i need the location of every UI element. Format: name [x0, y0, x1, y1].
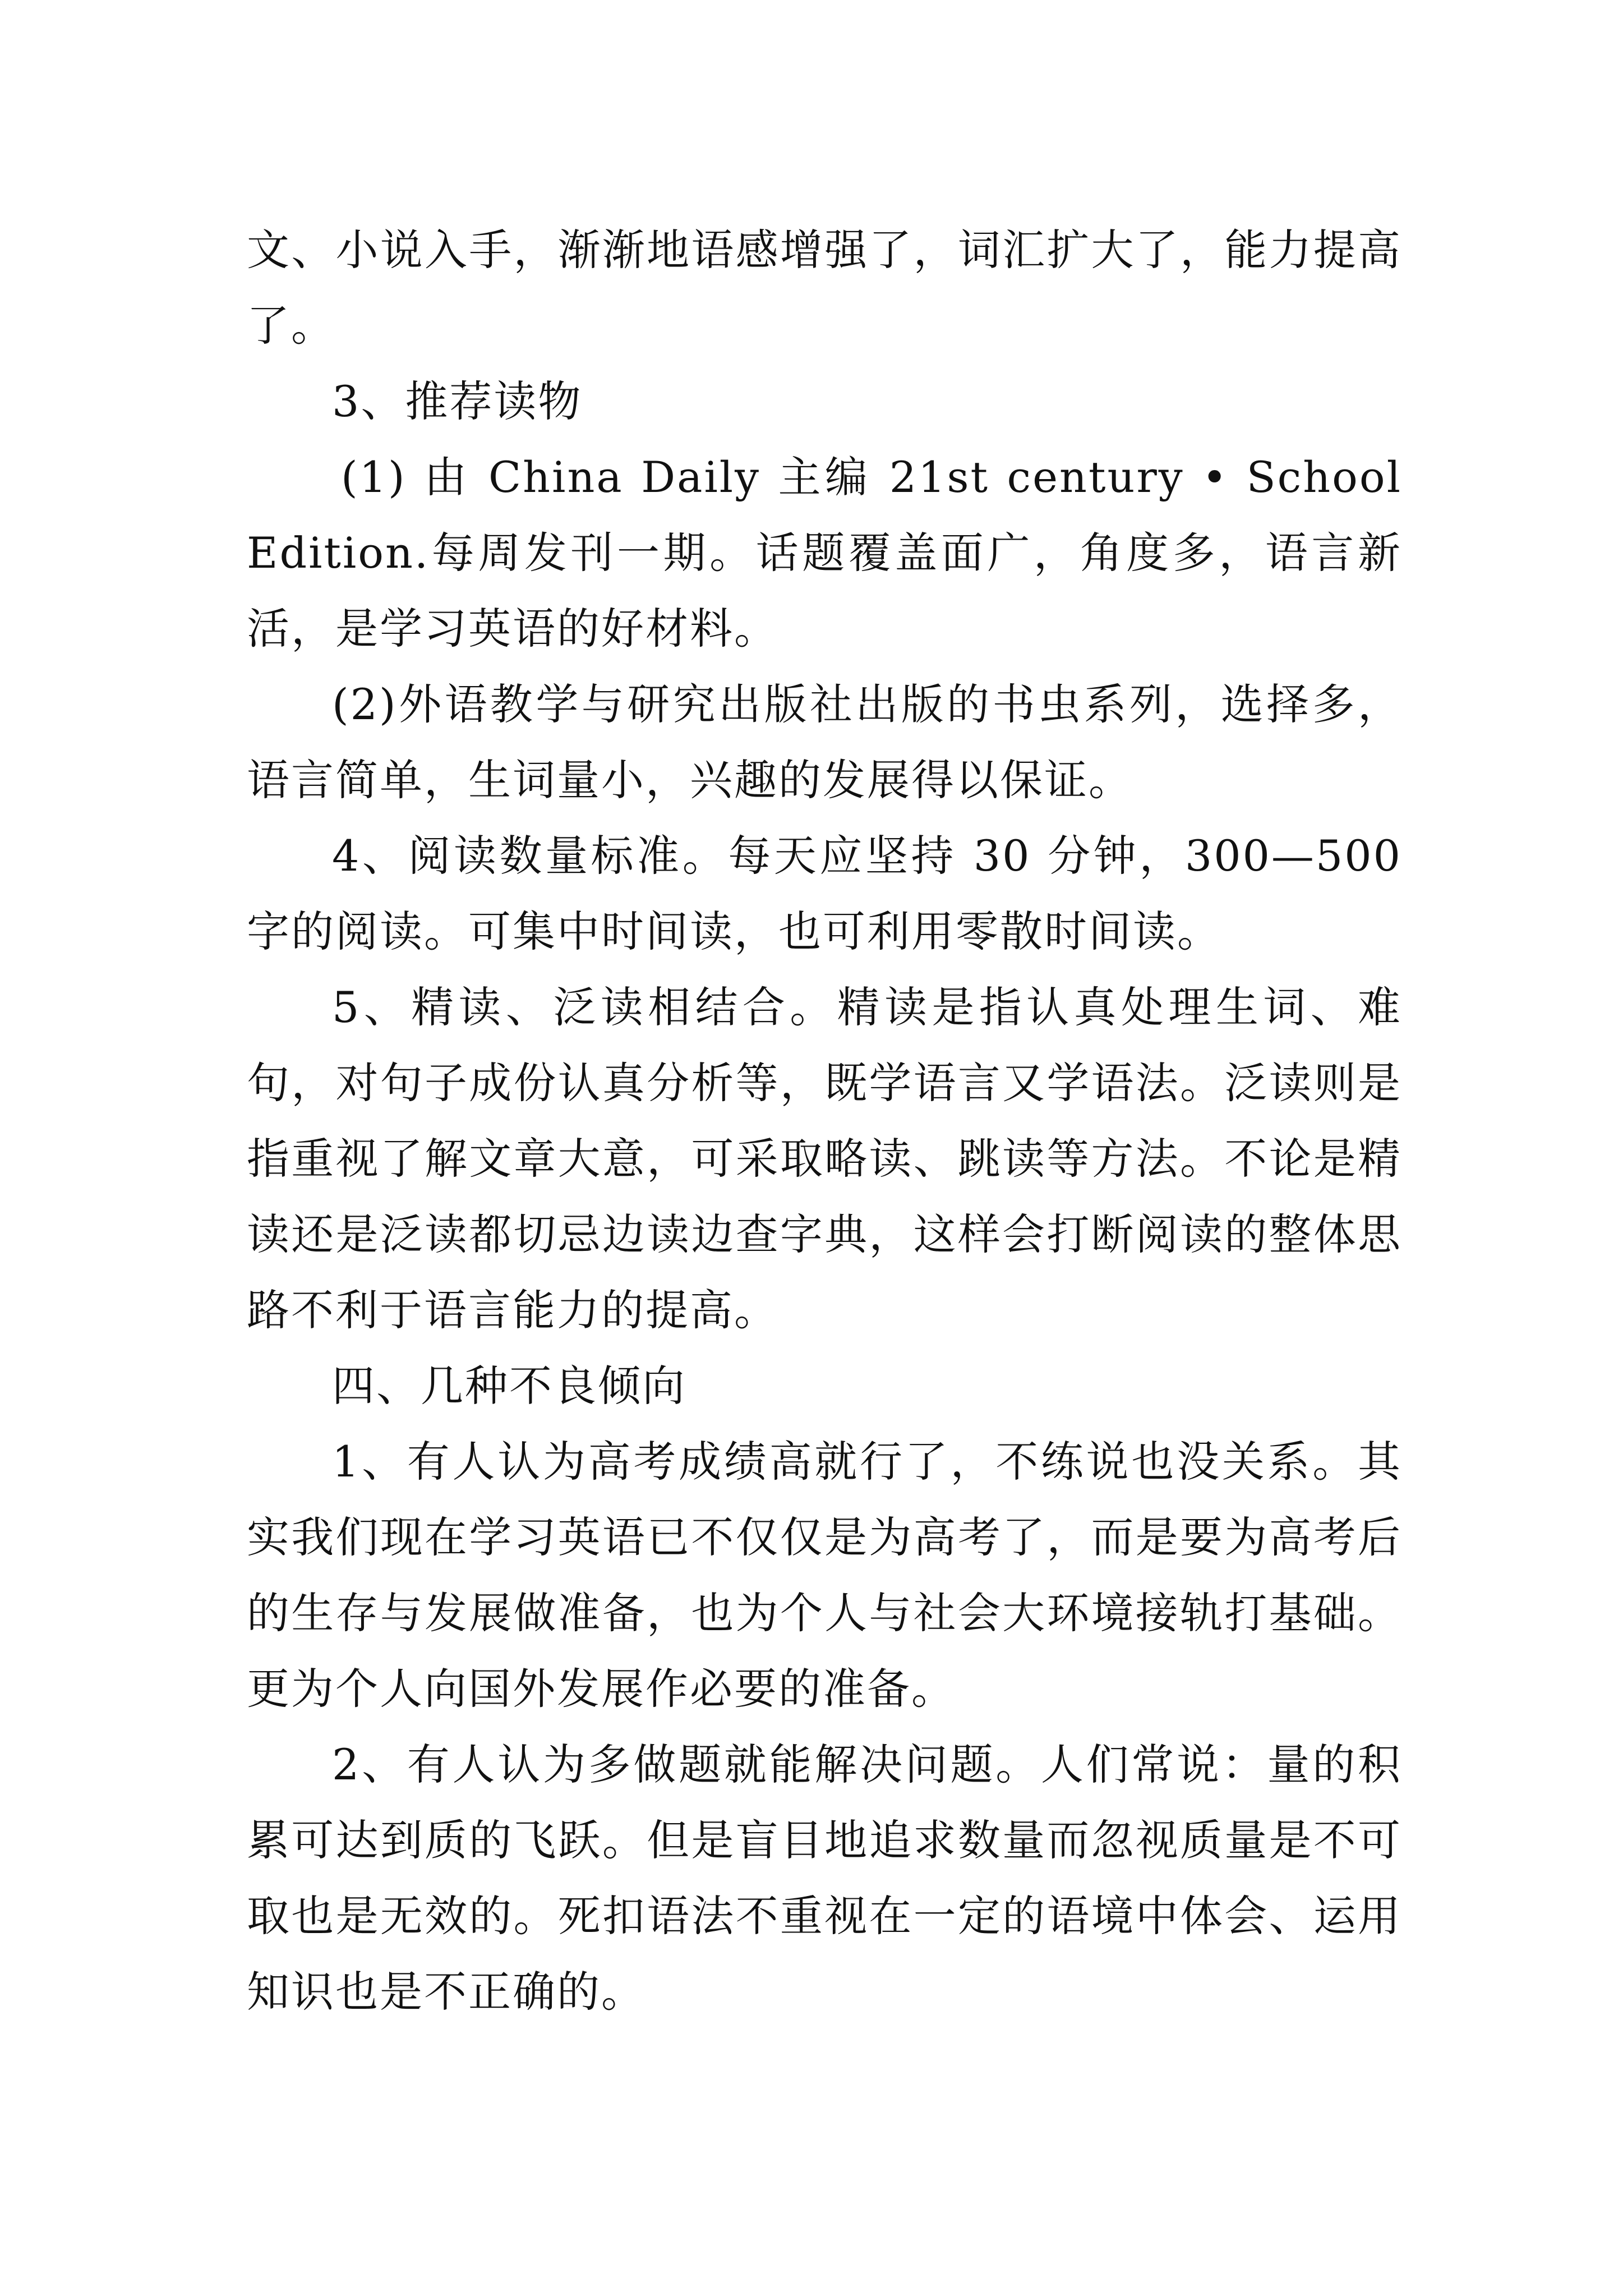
paragraph-tendency-2: 2、有人认为多做题就能解决问题。人们常说：量的积累可达到质的飞跃。但是盲目地追求数量而忽视质量是不可取也是无效的。死扣语法不重视在一定的语境中体会、运用知识也是不正确的。: [247, 1740, 1402, 2017]
paragraph-heading-recommended-reading: 3、推荐读物: [332, 376, 583, 426]
document-body: [247, 212, 1418, 2030]
section-heading-bad-tendencies: 四、几种不良倾向: [332, 1361, 686, 1411]
paragraph-reading-item-1: (1) 由 China Daily 主编 21st century • School Edition.每周发刊一期。话题覆盖面广，角度多，语言新活，是学习英语的好材料。: [247, 452, 1418, 654]
paragraph-intensive-extensive-reading: 5、精读、泛读相结合。精读是指认真处理生词、难句，对句子成份认真分析等，既学语言又学语法。泛读则是指重视了解文章大意，可采取略读、跳读等方法。不论是精读还是泛读都切忌边读边查字典，这样会打断阅读的整体思路不利于语言能力的提高。: [247, 982, 1402, 1335]
paragraph-continuation: 文、小说入手，渐渐地语感增强了，词汇扩大了，能力提高了。: [247, 225, 1402, 351]
paragraph-reading-quantity: 4、阅读数量标准。每天应坚持 30 分钟，300—500 字的阅读。可集中时间读，也可利用零散时间读。: [247, 831, 1418, 956]
paragraph-tendency-1: 1、有人认为高考成绩高就行了，不练说也没关系。其实我们现在学习英语已不仅仅是为高考了，而是要为高考后的生存与发展做准备，也为个人与社会大环境接轨打基础。更为个人向国外发展作必要的准备。: [247, 1437, 1402, 1714]
paragraph-reading-item-2: (2)外语教学与研究出版社出版的书虫系列，选择多，语言简单，生词量小，兴趣的发展得以保证。: [247, 679, 1402, 805]
